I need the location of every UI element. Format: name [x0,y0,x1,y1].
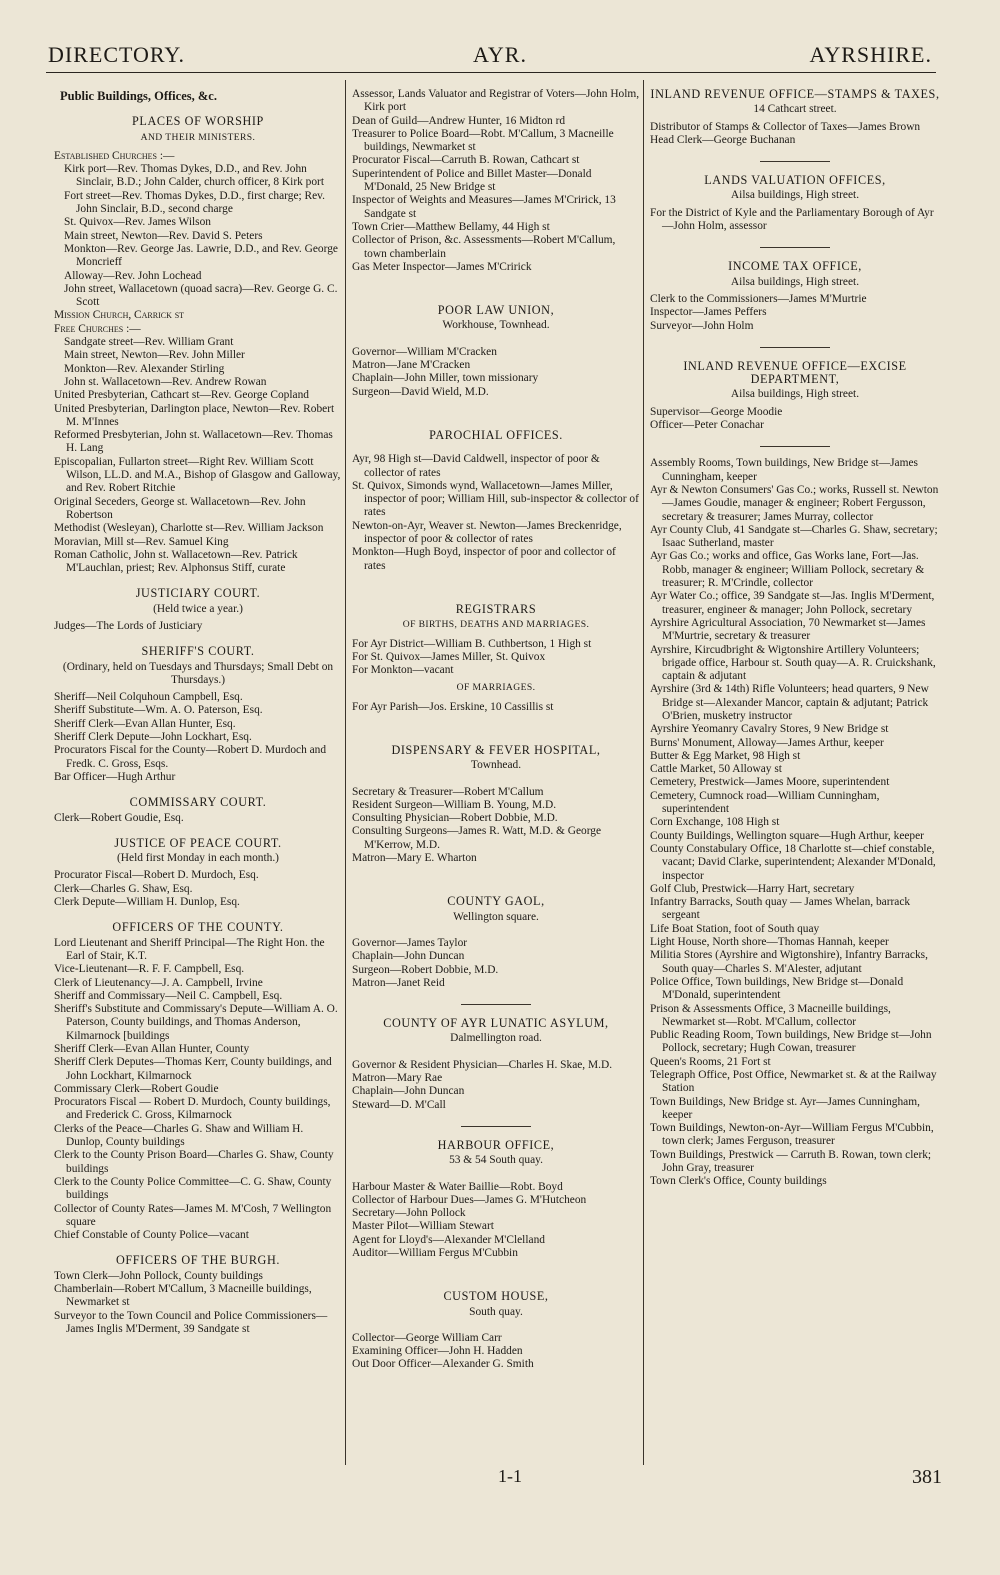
list-item: Matron—Mary E. Wharton [352,852,477,865]
heading-parochial: PAROCHIAL OFFICES. [429,427,563,442]
list-misc-buildings [650,457,940,1188]
list-other-churches [54,389,342,575]
list-item: Clerk of Lieutenancy—J. A. Campbell, Irvine [54,976,263,989]
list-item: Clerk—Charles G. Shaw, Esq. [54,882,193,895]
label-free: Free Churches :— [54,322,141,335]
list-item: Town Clerk's Office, County buildings [650,1175,827,1188]
entry-mission: Mission Church, Carrick st [54,309,185,322]
header-left: DIRECTORY. [48,42,185,67]
list-item: Matron—Jane M'Cracken [352,359,471,372]
list-item: Distributor of Stamps & Collector of Taxes—James Brown [650,120,921,133]
list-item: Steward—D. M'Call [352,1098,446,1111]
section-divider [461,1004,531,1005]
subheading-lands-valuation: Ailsa buildings, High street. [730,189,860,202]
list-item: Ayr Gas Co.; works and office, Gas Works lane, Fort—Jas. Robb, manager & engineer; William Pollock, secretary & treasurer; R. M'Crindle, collector [650,550,925,590]
list-item: Procurators Fiscal for the County—Robert D. Murdoch and Fredk. C. Gross, Esqs. [54,744,327,770]
list-item: Chamberlain—Robert M'Callum, 3 Macneille buildings, Newmarket st [54,1283,312,1309]
heading-asylum: COUNTY OF AYR LUNATIC ASYLUM, [383,1016,609,1031]
list-item: Governor—James Taylor [352,936,468,949]
list-item: County Buildings, Wellington square—Hugh Arthur, keeper [650,829,924,842]
list-item: Clerks of the Peace—Charles G. Shaw and William H. Dunlop, County buildings [54,1122,304,1149]
list-item: Assembly Rooms, Town buildings, New Bridge st—James Cunningham, keeper [650,457,918,483]
list-item: Clerk to the County Police Committee—C. G. Shaw, County buildings [54,1175,332,1202]
list-item: Secretary & Treasurer—Robert M'Callum [352,785,544,798]
list-item: Reformed Presbyterian, John st. Wallacetown—Rev. Thomas H. Lang [54,429,333,455]
list-item: John street, Wallacetown (quoad sacra)—Rev. George G. C. Scott [64,282,338,309]
list-item: Assessor, Lands Valuator and Registrar of Voters—John Holm, Kirk port [352,88,640,114]
list-item: Monkton—Hugh Boyd, inspector of poor and collector of rates [352,546,616,572]
list-item: Resident Surgeon—William B. Young, M.D. [352,798,557,811]
list-item: Surgeon—David Wield, M.D. [352,385,489,398]
list-item: Light House, North shore—Thomas Hannah, keeper [650,936,889,949]
header-right: AYRSHIRE. [809,42,932,67]
heading-harbour: HARBOUR OFFICE, [437,1137,555,1152]
page-header [0,0,1000,80]
list-item: Surgeon—Robert Dobbie, M.D. [352,963,499,976]
list-item: Public Reading Room, Town buildings, New Bridge st—John Pollock, secretary; Hugh Cowan, treasurer [650,1029,932,1055]
list-item: Fort street—Rev. Thomas Dykes, D.D., first charge; Rev. John Sinclair, B.D., second charge [64,189,325,216]
heading-justiciary: JUSTICIARY COURT. [135,586,261,601]
list-item: Chaplain—John Duncan [352,1085,465,1098]
list-item: Collector of County Rates—James M. M'Cosh, 7 Wellington square [54,1202,332,1228]
column-divider-2 [643,80,644,1465]
signature-mark: 1-1 [498,1466,522,1486]
heading-county: OFFICERS OF THE COUNTY. [112,920,284,935]
list-item: Clerk to the Commissioners—James M'Murtrie [650,292,867,305]
list-item: Matron—Mary Rae [352,1072,443,1085]
list-item: Prison & Assessments Office, 3 Macneille buildings, Newmarket st—Robt. M'Callum, collector [650,1002,891,1028]
note-justiciary: (Held twice a year.) [153,602,243,615]
list-item: Monkton—Rev. Alexander Stirling [64,362,225,375]
list-item: Ayrshire Agricultural Association, 70 Newmarket st—James M'Murtrie, secretary & treasurer [650,616,926,643]
subheading-dispensary: Townhead. [470,759,522,772]
list-item: Governor & Resident Physician—Charles H. Skae, M.D. [352,1058,613,1071]
list-item: Harbour Master & Water Baillie—Robt. Boyd [352,1180,563,1193]
list-item: Ayrshire (3rd & 14th) Rifle Volunteers; head quarters, 9 New Bridge st—Alexander Mancor, captain & adjutant; Patrick O'Brien, musketry instructor [650,683,929,722]
column-divider-1 [345,80,346,1465]
page-footer [0,1466,1000,1506]
list-item: United Presbyterian, Cathcart st—Rev. George Copland [54,389,309,402]
note-sheriff: (Ordinary, held on Tuesdays and Thursdays; Small Debt on Thursdays.) [62,660,334,686]
heading-jp: JUSTICE OF PEACE COURT. [114,835,282,850]
heading-dispensary: DISPENSARY & FEVER HOSPITAL, [391,742,601,757]
list-item: Chaplain—John Duncan [352,950,465,963]
list-item: Clerk—Robert Goudie, Esq. [54,811,184,824]
subheading-marriages: OF MARRIAGES. [456,682,536,694]
list-item: Cemetery, Cumnock road—William Cunningham, superintendent [650,789,880,816]
heading-income-tax: INCOME TAX OFFICE, [728,259,862,274]
list-item: St. Quivox—Rev. James Wilson [64,216,211,229]
list-item: Sheriff Clerk—Evan Allan Hunter, County [54,1043,250,1055]
list-item: Vice-Lieutenant—R. F. F. Campbell, Esq. [54,963,245,976]
heading-poor-law: POOR LAW UNION, [437,303,555,318]
list-item: Sheriff Clerk Deputes—Thomas Kerr, County buildings, and John Lockhart, Kilmarnock [54,1056,332,1082]
list-item: Ayrshire, Kircudbright & Wigtonshire Artillery Volunteers; brigade office, Harbour st. South quay—A. R. Cruickshank, captain & adjutant [650,643,936,683]
list-item: Secretary—John Pollock [352,1207,466,1220]
list-item: Officer—Peter Conachar [650,419,764,432]
section-divider [760,247,830,248]
subheading-asylum: Dalmellington road. [450,1032,542,1045]
list-item: Town Buildings, Newton-on-Ayr—William Fergus M'Cubbin, town clerk; James Ferguson, treasurer [650,1122,934,1148]
list-item: Inspector—James Peffers [650,306,767,319]
section-divider [760,161,830,162]
list-item: For the District of Kyle and the Parliamentary Borough of Ayr—John Holm, assessor [650,206,934,233]
list-item: Sheriff Clerk—Evan Allan Hunter, Esq. [54,717,236,730]
list-item: For Ayr District—William B. Cuthbertson, 1 High st [352,637,592,650]
list-item: Methodist (Wesleyan), Charlotte st—Rev. William Jackson [54,522,324,535]
list-item: Chaplain—John Miller, town missionary [352,372,539,385]
subheading-registrars: OF BIRTHS, DEATHS AND MARRIAGES. [402,619,590,631]
column-1 [54,88,342,1336]
list-item: John st. Wallacetown—Rev. Andrew Rowan [64,375,267,388]
subheading-excise: Ailsa buildings, High street. [730,388,860,401]
column-3 [650,88,940,1189]
list-item: Treasurer to Police Board—Robt. M'Callum, 3 Macneille buildings, Newmarket st [352,127,614,154]
list-item: Auditor—William Fergus M'Cubbin [352,1247,518,1259]
list-item: Dean of Guild—Andrew Hunter, 16 Midton rd [352,114,566,127]
section-title: Public Buildings, Offices, &c. [60,89,217,103]
list-item: Clerk Depute—William H. Dunlop, Esq. [54,896,240,909]
list-item: Gas Meter Inspector—James M'Cririck [352,260,532,273]
list-item: Monkton—Rev. George Jas. Lawrie, D.D., and Rev. George Moncrieff [64,242,338,269]
subheading-county-gaol: Wellington square. [453,910,539,923]
subheading-custom-house: South quay. [469,1305,523,1318]
list-item: Procurator Fiscal—Robert D. Murdoch, Esq. [54,869,259,882]
list-item: Town Buildings, Prestwick — Carruth B. Rowan, town clerk; John Gray, treasurer [650,1148,932,1175]
list-item: Butter & Egg Market, 98 High st [650,749,801,762]
list-item: Burns' Monument, Alloway—James Arthur, keeper [650,736,884,749]
list-item: County Constabulary Office, 18 Charlotte st—chief constable, vacant; David Clarke, superintendent; Alexander M'Donald, inspector [650,842,936,882]
list-item: United Presbyterian, Darlington place, Newton—Rev. Robert M. M'Innes [54,402,335,428]
list-item: Consulting Physician—Robert Dobbie, M.D. [352,812,558,825]
list-item: Roman Catholic, John st. Wallacetown—Rev. Patrick M'Lauchlan, priest; Rev. Alphonsus Stiff, curate [54,548,298,575]
list-item: Lord Lieutenant and Sheriff Principal—The Right Hon. the Earl of Stair, K.T. [54,936,325,962]
list-item: Corn Exchange, 108 High st [650,816,780,829]
list-item: Agent for Lloyd's—Alexander M'Clelland [352,1233,545,1246]
list-item: For Monkton—vacant [352,664,454,677]
subheading-income-tax: Ailsa buildings, High street. [730,275,860,288]
list-item: Sheriff—Neil Colquhoun Campbell, Esq. [54,691,243,704]
list-item: Alloway—Rev. John Lochead [64,269,202,282]
list-item: Ayrshire Yeomanry Cavalry Stores, 9 New Bridge st [650,723,889,736]
heading-registrars: REGISTRARS [455,601,537,616]
header-center: AYR. [473,42,527,67]
list-item: Main street, Newton—Rev. David S. Peters [64,229,263,242]
list-item: For St. Quivox—James Miller, St. Quivox [352,650,546,663]
list-item: Town Clerk—John Pollock, County buildings [54,1269,263,1282]
list-item: Cemetery, Prestwick—James Moore, superintendent [650,776,890,789]
list-item: Sandgate street—Rev. William Grant [64,336,234,349]
list-item: Collector of Prison, &c. Assessments—Robert M'Callum, town chamberlain [352,234,616,260]
list-item: For Ayr Parish—Jos. Erskine, 10 Cassillis st [352,700,554,713]
header-rule [46,72,936,73]
heading-lands-valuation: LANDS VALUATION OFFICES, [704,173,886,188]
list-item: Sheriff's Substitute and Commissary's Depute—William A. O. Paterson, County buildings, and Thomas Anderson, Kilmarnock [buildings [54,1003,338,1042]
column-2 [352,88,640,1372]
list-free [54,336,342,389]
page-number: 381 [912,1466,942,1488]
list-item: Consulting Surgeons—James R. Watt, M.D. & George M'Kerrow, M.D. [352,825,602,851]
list-item: St. Quivox, Simonds wynd, Wallacetown—James Miller, inspector of poor; William Hill, sub-inspector & collector of rates [352,479,639,519]
list-item: Golf Club, Prestwick—Harry Hart, secretary [650,882,855,895]
list-item: Militia Stores (Ayrshire and Wigtonshire), Infantry Barracks, South quay—Charles S. M'Alester, adjutant [650,949,928,975]
heading-county-gaol: COUNTY GAOL, [447,894,545,909]
list-item: Ayr Water Co.; office, 39 Sandgate st—Jas. Inglis M'Derment, treasurer, engineer & manager; John Pollock, secretary [650,590,935,616]
list-item: Clerk to the County Prison Board—Charles G. Shaw, County buildings [54,1149,334,1175]
heading-custom-house: CUSTOM HOUSE, [443,1289,549,1304]
list-item: Town Crier—Matthew Bellamy, 44 High st [352,220,550,233]
list-item: Police Office, Town buildings, New Bridge st—Donald M'Donald, superintendent [650,975,904,1002]
list-item: Kirk port—Rev. Thomas Dykes, D.D., and Rev. John Sinclair, B.D.; John Calder, church officer, 8 Kirk port [64,163,325,189]
list-item: Sheriff Substitute—Wm. A. O. Paterson, Esq. [54,704,263,717]
list-established [54,163,342,309]
list-item: Commissary Clerk—Robert Goudie [54,1082,219,1095]
note-jp: (Held first Monday in each month.) [117,852,279,865]
list-item: Ayr & Newton Consumers' Gas Co.; works, Russell st. Newton—James Goudie, manager & engineer; Robert Fergusson, secretary & treasurer; James Murray, collector [650,483,939,523]
list-item: Master Pilot—William Stewart [352,1220,494,1233]
list-item: Original Seceders, George st. Wallacetown—Rev. John Robertson [54,495,306,521]
list-item: Moravian, Mill st—Rev. Samuel King [54,535,229,548]
list-item: Collector of Harbour Dues—James G. M'Hutcheon [352,1193,587,1206]
section-divider [760,347,830,348]
list-item: Matron—Janet Reid [352,976,445,989]
list-item: Ayr, 98 High st—David Caldwell, inspector of poor & collector of rates [352,453,600,479]
list-item: Town Buildings, New Bridge st. Ayr—James Cunningham, keeper [650,1095,920,1121]
list-item: Head Clerk—George Buchanan [650,133,796,146]
list-item: Cattle Market, 50 Alloway st [650,763,782,776]
heading-burgh: OFFICERS OF THE BURGH. [116,1253,280,1268]
list-item: Queen's Rooms, 21 Fort st [650,1055,771,1068]
list-item: Governor—William M'Cracken [352,345,497,358]
list-item: Telegraph Office, Post Office, Newmarket st. & at the Railway Station [650,1069,937,1095]
list-item: Supervisor—George Moodie [650,405,783,418]
list-item: Procurator Fiscal—Carruth B. Rowan, Cathcart st [352,154,580,167]
subheading-poor-law: Workhouse, Townhead. [442,319,550,332]
list-item: Surveyor—John Holm [650,319,754,332]
list-item: Collector—George William Carr [352,1331,502,1344]
list-item: Procurators Fiscal — Robert D. Murdoch, County buildings, and Frederick C. Gross, Kilmarnock [54,1096,331,1122]
list-item: Judges—The Lords of Justiciary [54,619,203,632]
list-item: Life Boat Station, foot of South quay [650,922,820,935]
subheading-stamps: 14 Cathcart street. [753,103,837,116]
list-item: Sheriff Clerk Depute—John Lockhart, Esq. [54,731,252,744]
list-item: Examining Officer—John H. Hadden [352,1345,523,1358]
section-divider [461,1126,531,1127]
heading-commissary: COMMISSARY COURT. [129,795,267,810]
heading-stamps: INLAND REVENUE OFFICE—STAMPS & TAXES, [650,87,940,101]
list-item: Main street, Newton—Rev. John Miller [64,349,245,362]
list-item: Newton-on-Ayr, Weaver st. Newton—James Breckenridge, inspector of poor & collector of rates [352,519,622,546]
subheading-harbour: 53 & 54 South quay. [449,1154,543,1167]
list-item: Surveyor to the Town Council and Police Commissioners—James Inglis M'Derment, 39 Sandgate st [54,1309,328,1335]
list-item: Inspector of Weights and Measures—James M'Cririck, 13 Sandgate st [352,194,616,220]
list-item: Bar Officer—Hugh Arthur [54,770,176,783]
label-established: Established Churches :— [54,149,175,162]
heading-worship: PLACES OF WORSHIP [132,114,264,129]
section-divider [760,446,830,447]
heading-excise: INLAND REVENUE OFFICE—EXCISE DEPARTMENT, [683,358,907,387]
heading-sheriff: SHERIFF'S COURT. [141,644,255,659]
list-item: Infantry Barracks, South quay — James Whelan, barrack sergeant [650,896,911,922]
subheading-worship: AND THEIR MINISTERS. [140,131,256,143]
list-item: Chief Constable of County Police—vacant [54,1229,249,1242]
list-item: Out Door Officer—Alexander G. Smith [352,1358,534,1371]
list-item: Superintendent of Police and Billet Master—Donald M'Donald, 25 New Bridge st [352,167,592,194]
list-item: Sheriff and Commissary—Neil C. Campbell, Esq. [54,989,283,1002]
list-item: Ayr County Club, 41 Sandgate st—Charles G. Shaw, secretary; Isaac Sutherland, master [650,523,938,550]
list-item: Episcopalian, Fullarton street—Right Rev. William Scott Wilson, LL.D. and M.A., Bishop of Glasgow and Galloway, and Rev. Robert Ritchie [54,455,341,495]
